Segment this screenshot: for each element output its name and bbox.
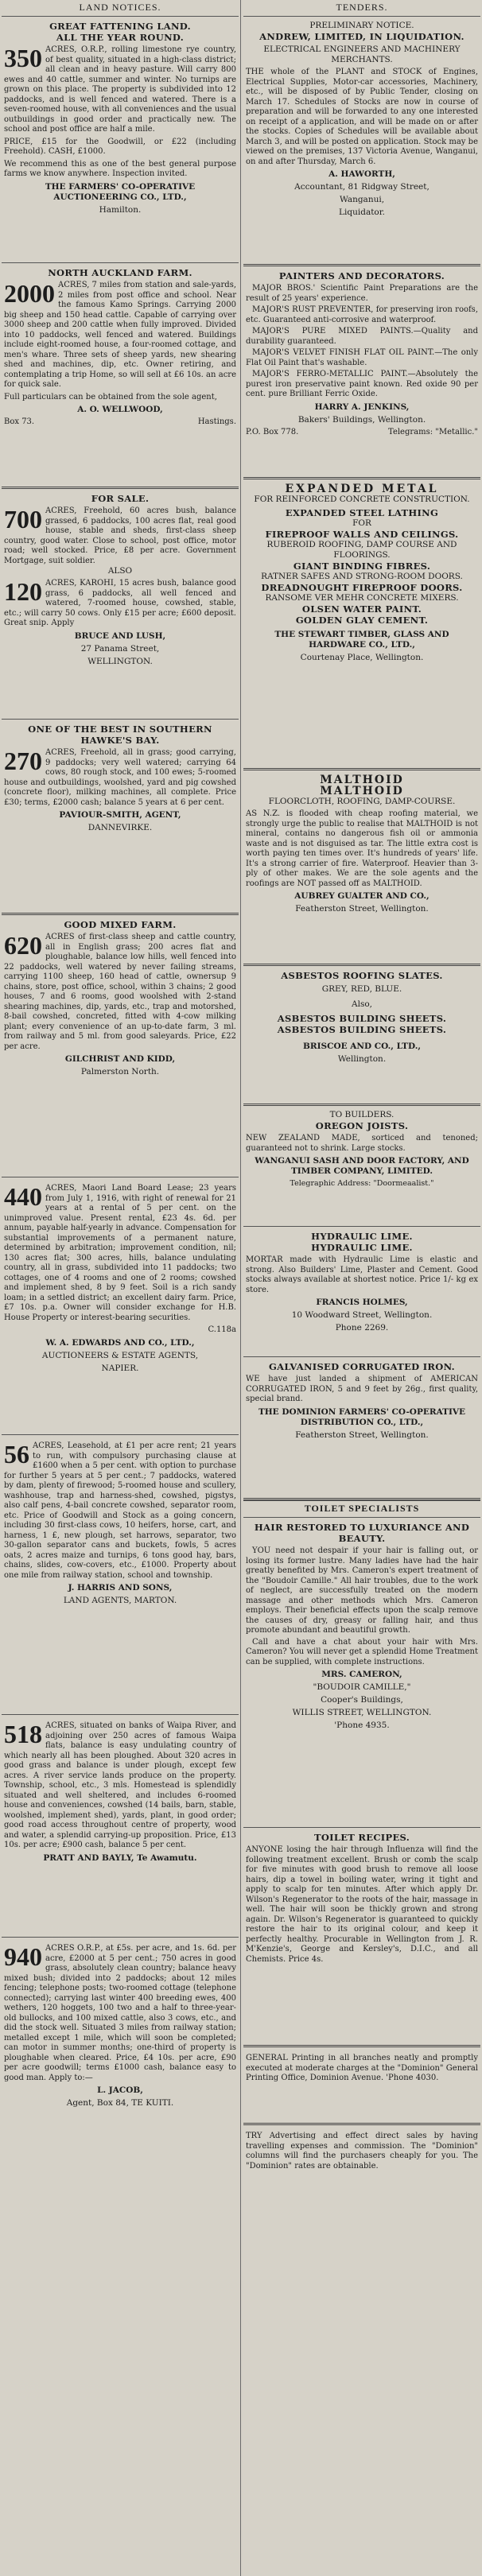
ad-title: ONE OF THE BEST IN SOUTHERN (28, 724, 212, 735)
agent-phone: 'Phone 4935. (334, 1721, 390, 1730)
ad-waipa-river (2, 1715, 239, 1938)
ad-subtitle: FLOORCLOTH, ROOFING, DAMP-COURSE. (268, 797, 456, 806)
land-notices-column (2, 0, 239, 2576)
ad-subtitle: ALL THE YEAR ROUND. (56, 32, 185, 43)
agent-name: PRATT AND BAYLY, Te Awamutu. (43, 1852, 197, 1863)
ad-body: NEW ZEALAND MADE, sorticed and tenoned; guaranteed not to shrink. Large stocks. (246, 1134, 478, 1153)
ad-corrugated-iron (243, 1357, 480, 1500)
agent-salon: "BOUDOIR CAMILLE," (313, 1682, 411, 1692)
ad-title: NORTH AUCKLAND FARM. (48, 267, 192, 278)
ad-line: MAJOR'S RUST PREVENTER, for preserving iron roofs, etc. Guaranteed anti-corrosive and waterproof. (246, 305, 478, 324)
agent-name: BRISCOE AND CO., LTD., (303, 1042, 421, 1051)
ad-body: MORTAR made with Hydraulic Lime is elastic and strong. Also Builders' Lime, Plaster and Cement. Good stocks always available at shortest notice. Price 1/- kg ex store. (246, 1255, 478, 1294)
ad-andrew-liquidation (243, 17, 480, 266)
agent-name: GILCHRIST AND KIDD, (64, 1054, 176, 1064)
ad-hair-restored (243, 1518, 480, 1828)
ad-body: THE whole of the PLANT and STOCK of Engines, Electrical Supplies, Motor-car accessories, Machinery, etc., will be disposed of by Public Tender, closing on March 17. Schedules of Stocks are now in course of preparation and will be forwarded to any one interested on receipt of a application, and will be made on or after the stocks. Copies of Schedules will be available about March 3, and will be posted on application. Stock may be viewed on the premises, 137 Victoria Avenue, Wanganui, on and after Thursday, March 6. (246, 68, 478, 166)
ad-line: MAJOR'S FERRO-METALLIC PAINT.—Absolutely the purest iron preservative paint known. Red oxide 90 per cent. pure Brilliant Ferric Oxide. (246, 370, 478, 398)
ad-title: GALVANISED CORRUGATED IRON. (269, 1361, 455, 1372)
agent-town: Hamilton. (99, 204, 142, 215)
ad-body: ACRES, KAROHI, 15 acres bush, balance good grass, 6 paddocks, all well fenced and watered, 7-roomed house, cowshed, stable, etc.; will carry 50 cows. Only £15 per acre; £600 deposit. Great snip. Apply (4, 579, 236, 627)
acreage-number: 440 (4, 1182, 42, 1211)
agent-name: BRUCE AND LUSH, (74, 630, 166, 641)
agent-building: Cooper's Buildings, (321, 1695, 403, 1705)
acreage-number: 2000 (4, 279, 55, 308)
ad-body: ACRES, Maori Land Board Lease; 23 years from July 1, 1916, with right of renewal for 21 years at a rental of 5 per cent. on the unimproved value. Present rental, £23 4s. 6d. per annum, payable half-yearly in advance. Compensation for substantial improvements of a permanent nature, determined by arbitration; improvement condition, nil; 130 acres flat; 300 acres, hills, balance undulating country, all in grass, subdivided into 11 paddocks; two cottages, one of 4 rooms and one of 2 rooms; cowshed and implement shed, 8 by 9 feet. Soil is a rich sandy loam; in a settled district; an excellent dairy farm. Price, £7 10s. p.a. Owner will consider exchange for H.B. House Property or interest-bearing securities. (4, 1184, 236, 1322)
ad-title-repeat: HYDRAULIC LIME. (311, 1242, 413, 1253)
ad-body: ACRES, Freehold, all in grass; good carrying, 9 paddocks; very well watered; carrying 64 cows, 80 rough stock, and 100 ewes; 5-roomed house and outbuildings, woolshed, yard and pig cowshed (concrete floor), milking machines, all complete. Price £30; terms, £2000 cash; balance 5 years at 6 per cent. (4, 748, 236, 807)
ad-malthoid (243, 770, 480, 966)
agent-town: Palmerston North. (80, 1067, 160, 1077)
agent-phone: Phone 2269. (335, 1323, 389, 1333)
agent-telegraphic: Telegraphic Address: "Doormeaalist." (290, 1179, 434, 1188)
agent-town: DANNEVIRKE. (87, 823, 153, 832)
ad-te-kuiti-940 (2, 1938, 239, 2113)
agent-town: NAPIER. (101, 1363, 139, 1373)
ad-good-mixed-farm (2, 915, 239, 1177)
column-divider (240, 0, 241, 2576)
ad-title: HYDRAULIC LIME. (311, 1231, 413, 1242)
ad-subtitle: ELECTRICAL ENGINEERS AND MACHINERY MERCHANTS. (263, 45, 461, 64)
ad-expanded-metal (243, 479, 480, 770)
agent-name: WANGANUI SASH AND DOOR FACTORY, AND TIMBER COMPANY, LIMITED. (255, 1156, 469, 1176)
ad-body: ACRES, Leasehold, at £1 per acre rent; 21 years to run, with compulsory purchasing clause at £1600 when a 5 per cent. with option to purchase for further 5 years at 5 per cent.; 7 paddocks, watered by dam, plenty of firewood; 5-roomed house and scullery, washhouse, trap and harness-shed, cowshed, pigstys, also calf pens, 4-bail concrete cowshed, separator room, etc. Price of Goodwill and Stock as a going concern, including 30 first-class cows, 10 heifers, horse, cart, and harness, 1 £, new plough, set harrows, separator, two 30-gallon separator cans and buckets, fowls, 5 acres oats, 2 acres maize and turnips, 6 tons good hay, bars, chains, slides, cow-covers, etc., £1000. Property about one mile from railway station, school and township. (4, 1441, 236, 1580)
acreage-number: 700 (4, 505, 42, 533)
ad-title: TOILET RECIPES. (313, 1832, 410, 1843)
ad-leasehold-56 (2, 1435, 239, 1715)
tenders-column (243, 0, 480, 2576)
agent-town: Wanganui, (339, 195, 385, 204)
acreage-number: 120 (4, 577, 42, 606)
acreage-number: 270 (4, 747, 42, 775)
ad-title: HAIR RESTORED TO LUXURIANCE AND BEAUTY. (254, 1522, 470, 1544)
agent-town: WELLINGTON. (87, 656, 153, 666)
ad-title: ASBESTOS ROOFING SLATES. (281, 970, 443, 981)
agent-box: P.O. Box 778. (246, 427, 299, 436)
column-header: LAND NOTICES. (2, 0, 239, 17)
agent-name: THE FARMERS' CO-OPERATIVE AUCTIONEERING CO., LTD., (45, 181, 196, 202)
ad-title: GOOD MIXED FARM. (64, 919, 177, 930)
ad-colours: GREY, RED, BLUE. (321, 984, 402, 994)
agent-town: Hastings. (197, 417, 236, 426)
acreage-number: 620 (4, 931, 42, 960)
ad-oregon-joists (243, 1106, 480, 1227)
ad-try-advertising (243, 2125, 480, 2176)
ad-asbestos (243, 966, 480, 1106)
ad-line: GOLDEN GLAY CEMENT. (295, 615, 429, 626)
agent-address: Courtenay Place, Wellington. (300, 653, 424, 662)
ad-title-repeat: MALTHOID (320, 785, 404, 797)
agent-name: THE DOMINION FARMERS' CO-OPERATIVE DISTRIBUTION CO., LTD., (258, 1406, 466, 1427)
ad-body: TRY Advertising and effect direct sales by having travelling expenses and commission. The "Dominion" columns will find the purchasers cheaply for you. The "Dominion" rates are obtainable. (246, 2132, 478, 2171)
agent-title: AUCTIONEERS & ESTATE AGENTS, (41, 1350, 199, 1360)
ad-fattening-land (2, 17, 239, 263)
agent-address: 10 Woodward Street, Wellington. (291, 1310, 433, 1320)
ad-title: ANDREW, LIMITED, IN LIQUIDATION. (259, 31, 465, 42)
agent-name: A. O. WELLWOOD, (77, 405, 163, 414)
ad-price: PRICE, £15 for the Goodwill, or £22 (including Freehold). CASH, £1000. (4, 137, 236, 156)
ad-paragraph: YOU need not despair if your hair is falling out, or losing its former lustre. Many ladies have had the hair greatly benefited by Mrs. Cameron's expert treatment of the "Boudoir Camille." All hair troubles, due to the work of neglect, are successfully treated on the modern massage and other methods which Mrs. Cameron employs. Their beneficial effects upon the scalp remove the causes of dry, greasy or falling hair, and thus promote abundant and beautiful growth. (246, 1546, 478, 1635)
ad-code: C.118a (208, 1325, 236, 1334)
ad-body: ACRES, 7 miles from station and sale-yards, 2 miles from post office and school. Near the famous Kamo Springs. Carrying 2000 big sheep and 150 head cattle. Capable of carrying over 3000 sheep and 200 cattle when fully improved. Divided into 10 paddocks, well fenced and watered. Buildings include eight-roomed house, a four-roomed cottage, and men's whare. Three sets of sheep yards, new shearing shed and machines, dip, etc. Owner retiring, and contemplating a trip Home, so will sell at £6 10s. an acre for quick sale. (4, 281, 237, 389)
ad-paragraph: Call and have a chat about your hair with Mrs. Cameron? You will never get a splendid Home Treatment can be supplied, with complete instructions. (246, 1637, 478, 1666)
ad-line: FIREPROOF WALLS AND CEILINGS. (265, 529, 459, 540)
acreage-number: 56 (4, 1440, 29, 1468)
ad-kicker: PRELIMINARY NOTICE. (309, 21, 414, 30)
column-header: TENDERS. (243, 0, 480, 17)
agent-address: Accountant, 81 Ridgway Street, (294, 182, 430, 192)
ad-body: AS N.Z. is flooded with cheap roofing material, we strongly urge the public to realise that MALTHOID is not mineral, contains no dangerous fish oil or ammonia waste and is not disguised as tar. The little extra cost is worth paying ten times over. It's hundreds of years' life. It's a strong carrier of fire. Waterproof. Heavier than 3-ply of other makes. We are the sole agents and the roofings are NOT passed off as MALTHOID. (246, 809, 478, 888)
agent-name: PAVIOUR-SMITH, AGENT, (59, 810, 181, 820)
ad-line: MAJOR'S VELVET FINISH FLAT OIL PAINT.—The only Flat Oil Paint that's washable. (246, 348, 478, 367)
ad-title: GREAT FATTENING LAND. (49, 21, 191, 32)
ad-kicker: TO BUILDERS. (329, 1110, 395, 1119)
agent-name: AUBREY GUALTER AND CO., (294, 891, 430, 901)
ad-body: ACRES of first-class sheep and cattle country, all in English grass; 200 acres flat and ploughable, balance low hills, well fenced into 22 paddocks, well watered by never failing streams, carrying 1100 sheep, 160 head of cattle, ownersup 9 chains, store, post office, school, within 3 chains; 2 good houses, 7 and 6 rooms, good woolshed with 2-stand shearing machines, dip, yards, etc., trap and motorshed, 8-bail cowshed, concreted, fitted with 4-cow milking plant; every convenience of an up-to-date farm, 3 ml. from railway and 5 ml. from good saleyards. Price, £22 per acre. (4, 933, 236, 1051)
agent-name: FRANCIS HOLMES, (316, 1298, 408, 1307)
ad-for-sale (2, 489, 239, 720)
agent-title: LAND AGENTS, MARTON. (63, 1596, 177, 1605)
ad-north-auckland (2, 263, 239, 489)
ad-body: ACRES, O.R.P., rolling limestone rye country, of best quality, situated in a high-class district; all clean and in heavy pasture. Will carry 800 ewes and 40 cattle, summer and winter. No turnips are grown on this place. The property is subdivided into 12 paddocks, and is well fenced and watered. There is a seven-roomed house, with all conveniences and the usual outbuildings in good order and practically new. The school and post office are half a mile. (4, 45, 236, 134)
ad-also: Also, (352, 999, 372, 1009)
ad-line: MAJOR'S PURE MIXED PAINTS.—Quality and durability guaranteed. (246, 327, 478, 346)
ad-body: WE have just landed a shipment of AMERICAN CORRUGATED IRON, 5 and 9 feet by 26g., first quality, special brand. (246, 1375, 478, 1403)
agent-address: WILLIS STREET, WELLINGTON. (292, 1708, 432, 1717)
ad-maori-land-lease (2, 1177, 239, 1435)
section-header: TOILET SPECIALISTS (243, 1500, 480, 1518)
ad-also: ALSO (107, 566, 133, 576)
ad-body: ACRES O.R.P., at £5s. per acre, and 1s. 6d. per acre, £2000 at 5 per cent.; 750 acres in good grass, absolutely clean country; balance heavy mixed bush; divided into 2 paddocks; about 12 miles fencing; telephone posts; two-roomed cottage (telephone connected); carrying last winter 400 breeding ewes, 400 wethers, 120 hoggets, 100 two and a half to three-year-old bullocks, and 100 mixed cattle, also 3 cows, etc., and did the stock well. Situated 3 miles from railway station; metalled except 1 mile, which will soon be completed; can motor in summer months; one-third of property is ploughable when cleared. Price, £4 10s. per acre, £90 per acre goodwill; terms £1000 cash, balance easy to good man. Apply to:— (4, 1944, 236, 2082)
agent-address: Bakers' Buildings, Wellington. (297, 414, 426, 425)
ad-major-bros-paints (243, 266, 480, 479)
ad-line: RUBEROID ROOFING, DAMP COURSE AND FLOORINGS. (266, 540, 457, 560)
ad-line: FOR REINFORCED CONCRETE CONSTRUCTION. (254, 495, 470, 504)
ad-body: ACRES, situated on banks of Waipa River, and adjoining over 250 acres of famous Waipa flats, balance is easy undulating country of which nearly all has been ploughed. About 320 acres in good grass and balance is under plough, except few acres. A river service lands produce on the property. Township, school, etc., 3 mls. Homestead is splendidly situated and well sheltered, and includes 6-roomed house and conveniences, cowshed (14 bails, barn, stable, woolshed, implement shed), yards, plant, in good order; good road access throughout centre of property, wood and water, a splendid carrying-up proposition. Price, £13 10s. per acre; £900 cash, balance 5 per cent. (4, 1721, 236, 1849)
agent-town: Wellington. (337, 1054, 387, 1064)
ad-body: ACRES, Freehold, 60 acres bush, balance grassed, 6 paddocks, 100 acres flat, real good house, stable and sheds, first-class sheep country, good water. Close to school, post office, motor road; well stocked. Price, £8 per acre. Government Mortgage, suit soldier. (4, 506, 236, 565)
agent-address: Agent, Box 84, TE KUITI. (66, 2098, 174, 2108)
ad-body: GENERAL Printing in all branches neatly and promptly executed at moderate charges at the "Dominion" General Printing Office, Dominion Avenue. 'Phone 4030. (246, 2054, 478, 2082)
ad-southern-hawkes-bay (2, 720, 239, 915)
ad-line: ASBESTOS BUILDING SHEETS. (277, 1013, 447, 1024)
ad-title: EXPANDED METAL (285, 483, 439, 495)
ad-line: ASBESTOS BUILDING SHEETS. (277, 1024, 447, 1035)
agent-name: A. HAWORTH, (328, 169, 395, 179)
acreage-number: 350 (4, 44, 42, 72)
ad-toilet-recipes (243, 1828, 480, 2047)
ad-subtitle: HAWKE'S BAY. (80, 735, 160, 746)
ad-line: DREADNOUGHT FIREPROOF DOORS. (261, 582, 463, 593)
ad-line: OLSEN WATER PAINT. (301, 603, 422, 615)
ad-line: RATNER SAFES AND STRONG-ROOM DOORS. (261, 572, 463, 581)
acreage-number: 518 (4, 1720, 42, 1748)
agent-role: Liquidator. (339, 208, 385, 217)
ad-line: FOR (352, 518, 371, 528)
agent-name: L. JACOB, (97, 2085, 143, 2095)
agent-address: Featherston Street, Wellington. (295, 1430, 429, 1440)
agent-name: HARRY A. JENKINS, (314, 402, 410, 412)
ad-body: ANYONE losing the hair through Influenza will find the following treatment excellent. Brush or comb the scalp for five minutes with good brush to remove all loose hairs, dip a towel in boiling water, wring it tight and apply to scalp for ten minutes. After which apply Dr. Wilson's Regenerator to the roots of the hair, massage in well. The hair will soon be thickly grown and strong again. Dr. Wilson's Regenerator is guaranteed to quickly restore the hair to its original colour, and keep it perfectly healthy. Procurable in Wellington from J. R. M'Kenzie's, George and Kersley's, D.I.C., and all Chemists. Price 4s. (246, 1845, 478, 1964)
ad-general-printing (243, 2047, 480, 2125)
ad-line: GIANT BINDING FIBRES. (293, 561, 431, 572)
ad-title: OREGON JOISTS. (315, 1120, 409, 1131)
acreage-number: 940 (4, 1942, 42, 1971)
agent-box: Box 73. (4, 417, 35, 426)
ad-title: FOR SALE. (91, 493, 150, 504)
ad-recommendation: We recommend this as one of the best general purpose farms we know anywhere. Inspection invited. (4, 159, 236, 178)
agent-telegrams: Telegrams: "Metallic." (388, 427, 478, 436)
agent-address: Featherston Street, Wellington. (295, 904, 429, 914)
agent-name: MRS. CAMERON, (321, 1670, 402, 1679)
ad-title: PAINTERS AND DECORATORS. (278, 270, 445, 281)
ad-line: RANSOME VER MEHR CONCRETE MIXERS. (265, 593, 459, 603)
agent-name: J. HARRIS AND SONS, (68, 1583, 173, 1593)
ad-line: EXPANDED STEEL LATHING (285, 507, 439, 518)
agent-name: THE STEWART TIMBER, GLASS AND HARDWARE CO., LTD., (274, 630, 449, 650)
ad-title: MALTHOID (320, 774, 404, 786)
ad-line: MAJOR BROS.' Scientific Paint Preparations are the result of 25 years' experience. (246, 284, 478, 303)
ad-footer: Full particulars can be obtained from the sole agent, (4, 392, 217, 402)
agent-address: 27 Panama Street, (80, 643, 160, 654)
ad-hydraulic-lime (243, 1227, 480, 1357)
agent-name: W. A. EDWARDS AND CO., LTD., (45, 1337, 195, 1348)
